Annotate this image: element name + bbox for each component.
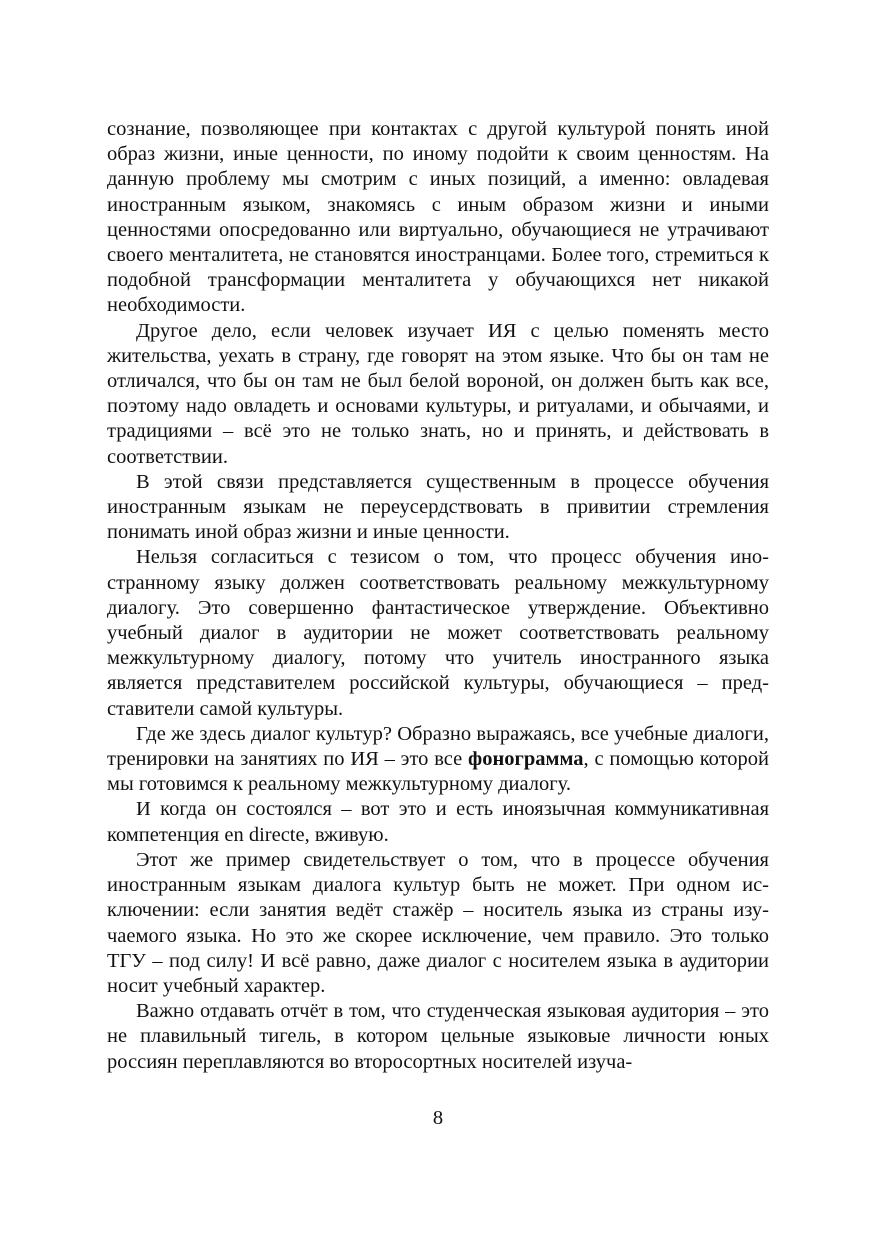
paragraph: Важно отдавать отчёт в том, что студенческая языковая аудитория – это не плавильный тигель, в котором цельные языковые личности юных россиян переплавляются во второсортных носителей изуча- bbox=[107, 1000, 769, 1073]
paragraph: В этой связи представляется существенным в процессе обучения иностранным языкам не переусердствовать в привитии стремления понимать иной образ жизни и иные ценности. bbox=[107, 470, 769, 544]
paragraph: Этот же пример свидетельствует о том, что в процессе обучения иностранным языкам диалога культур быть не может. При одном исключении: если занятия ведёт стажёр – носитель языка из страны изучаемого языка. Но это же скорее исключение, чем правило. Это только ТГУ – под силу! И всё равно, даже диалог с носителем языка в аудитории носит учебный характер. bbox=[107, 848, 769, 997]
paragraph-continuation: сознание, позволяющее при контактах с другой культурой понять иной образ жизни, иные ценности, по иному подойти к своим ценностям. На данную проблему мы смотрим с иных позиций, а именно: овладевая иностранным языком, знакомясь с иным образом жизни и иными ценностями опосредованно или виртуально, обучающиеся не утрачивают своего менталитета, не становятся иностранцами. Более того, стремиться к подобной трансформации менталитета у обучающихся нет никакой необходимости. bbox=[107, 118, 769, 317]
paragraph-text: Где же здесь диалог культур? Образно выражаясь, все учебные диалоги, тренировки на занятиях по ИЯ – это все bbox=[107, 722, 769, 771]
body-text bbox=[107, 117, 769, 1075]
bold-term: фонограмма bbox=[468, 748, 584, 771]
paragraph: И когда он состоялся – вот это и есть иноязычная коммуникативная компетенция en directe, вживую. bbox=[107, 798, 769, 846]
paragraph: Другое дело, если человек изучает ИЯ с целью поменять место жительства, уехать в страну, где говорят на этом языке. Что бы он там не отличался, что бы он там не был белой вороной, он должен быть как все, поэтому надо овладеть и основами культуры, и ритуалами, и обычаями, и традициями – всё это не только знать, но и принять, и действовать в соответствии. bbox=[107, 319, 769, 468]
page-number: 8 bbox=[432, 1107, 444, 1129]
paragraph: Нельзя согласиться с тезисом о том, что процесс обучения иностранному языку должен соответствовать реальному межкультурному диалогу. Это совершенно фантастическое утверждение. Объективно учебный диалог в аудитории не может соответствовать реальному межкультурному диалогу, потому что учитель иностранного языка является представителем российской культуры, обучающиеся – представители самой культуры. bbox=[107, 546, 769, 720]
paragraph bbox=[107, 722, 769, 798]
paragraph-text: , с помощью которой мы готовимся к реальному межкультурному диалогу. bbox=[107, 748, 770, 796]
